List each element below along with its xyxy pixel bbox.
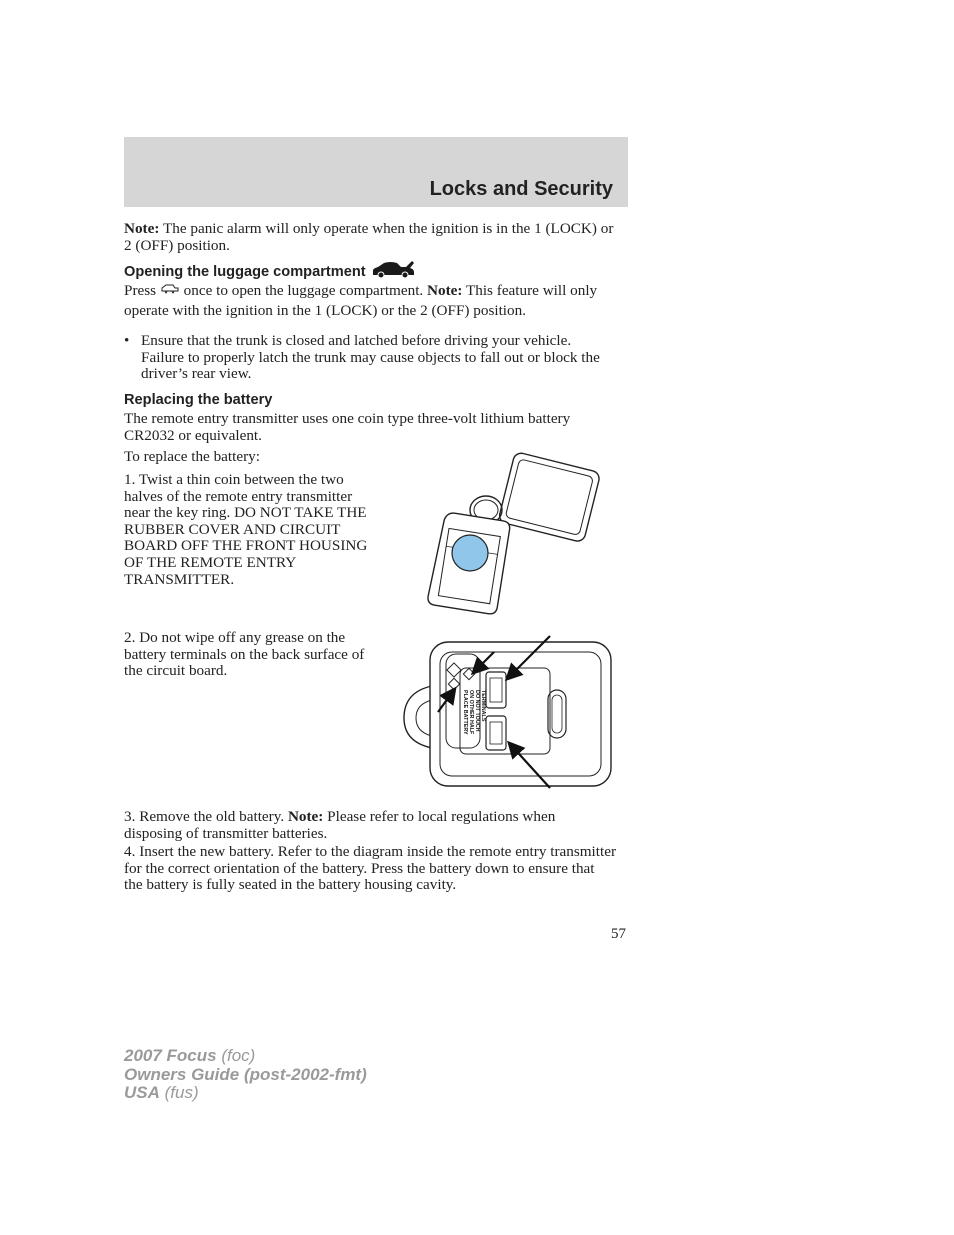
battery-heading: Replacing the battery [124,392,273,408]
footer-line-3 [124,1084,367,1103]
bullet-text: Ensure that the trunk is closed and latched before driving your vehicle. Failure to properly latch the trunk may cause objects to fall out or block the driver’s rear view. [141,332,600,383]
figure-label-line-3: DO NOT TOUCH [474,690,480,732]
battery-intro: The remote entry transmitter uses one coin type three-volt lithium battery CR2032 or equivalent. [124,410,571,444]
footer-model: 2007 Focus [124,1046,217,1065]
luggage-heading-text: Opening the luggage compartment [124,264,366,280]
bullet-dot: • [124,332,130,349]
footer-line-2: Owners Guide (post-2002-fmt) [124,1064,367,1084]
note-text: The panic alarm will only operate when the ignition is in the 1 (LOCK) or 2 (OFF) position. [124,220,614,254]
step-2: 2. Do not wipe off any grease on the battery terminals on the back surface of the circuit board. [124,629,365,680]
note-label: Note: [427,282,463,299]
figure-label-line-4: TERMINALS [480,690,486,722]
section-title: Locks and Security [429,178,613,200]
figure-label-line-2: ON OTHER HALF [468,690,474,735]
footer-line-1 [124,1047,367,1066]
note-text: This feature will only operate with the ignition in the 1 (LOCK) or the 2 (OFF) position. [124,282,598,319]
luggage-heading [124,259,416,283]
document-footer [124,1047,367,1103]
press-text-rest: once to open the luggage compartment. [179,282,428,299]
to-replace-text: To replace the battery: [124,448,260,465]
panic-alarm-note [124,221,616,254]
note-label: Note: [287,808,324,825]
step-3 [124,809,616,842]
step-4: 4. Insert the new battery. Refer to the diagram inside the remote entry transmitter for the correct orientation of the battery. Press the battery down to ensure that the battery is fully seated in the battery housing cavity. [124,843,617,894]
trunk-release-icon [160,282,180,303]
press-text: Press [124,282,160,299]
luggage-instructions [124,282,616,319]
step-1: 1. Twist a thin coin between the two halves of the remote entry transmitter near the key ring. DO NOT TAKE THE RUBBER COVER AND CIRCUIT BOARD OFF THE FRONT HOUSING OF THE REMOTE ENTRY TRANSMITTER. [124,471,368,588]
trunk-car-icon [370,259,416,283]
footer-market: USA [124,1083,160,1103]
figure-label-line-1: PLACE BATTERY [462,690,468,735]
section-header-band [124,137,628,207]
step-3-pre: 3. Remove the old battery. [124,808,288,825]
remote-coin-figure [424,452,614,618]
note-label: Note: [124,220,160,237]
footer-market-code: (fus) [159,1083,199,1103]
circuit-board-figure [400,632,614,790]
footer-model-code: (foc) [216,1046,256,1065]
page-number: 57 [611,926,626,942]
step-3-text: Please refer to local regulations when disposing of transmitter batteries. [124,808,556,842]
